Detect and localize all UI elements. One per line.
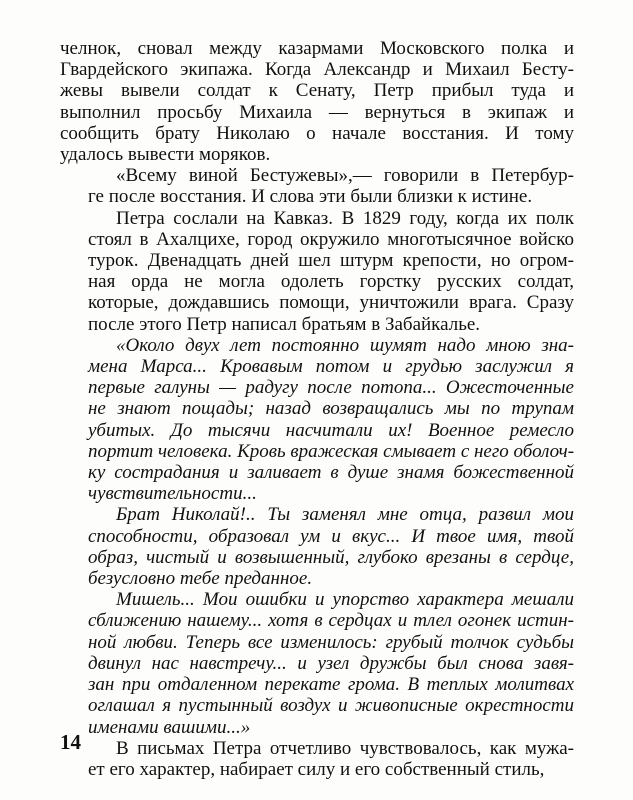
text-line: стоял в Ахалцихе, город окружило многотысячное войско bbox=[88, 228, 574, 250]
quote-paragraph bbox=[60, 335, 574, 505]
quote-paragraph bbox=[60, 504, 574, 589]
text-line: сближению нашему... хотя в сердцах и тлел огонек истин- bbox=[88, 610, 574, 632]
text-line: чувствительности... bbox=[88, 483, 257, 505]
paragraph bbox=[60, 38, 574, 165]
text-line: «Около двух лет постоянно шумят надо мною зна- bbox=[116, 334, 574, 356]
text-line: сообщить брату Николаю о начале восстания. И тому bbox=[60, 122, 574, 144]
text-line: безусловно тебе преданное. bbox=[88, 568, 313, 590]
text-line: мена Марса... Кровавым потом и грудью заслужил я bbox=[88, 356, 574, 378]
text-line: Брат Николай!.. Ты заменял мне отца, развил мои bbox=[116, 504, 574, 526]
text-line: ная орда не могла одолеть горстку русских солдат, bbox=[88, 271, 574, 293]
text-line: турок. Двенадцать дней шел штурм крепости, но огром- bbox=[88, 250, 574, 272]
text-line: ной любви. Теперь все изменилось: грубый толчок судьбы bbox=[88, 631, 574, 653]
page-number: 14 bbox=[60, 730, 81, 754]
paragraph bbox=[60, 165, 574, 207]
text-line: «Всему виной Бестужевы»,— говорили в Петербур- bbox=[116, 165, 574, 187]
text-line: портит человека. Кровь вражеская смывает с него оболоч- bbox=[88, 440, 575, 462]
text-line: выполнил просьбу Михаила — вернуться в экипаж и bbox=[60, 101, 574, 123]
text-line: двинул нас навстречу... и узел дружбы был снова завя- bbox=[88, 652, 574, 674]
text-line: которые, дождавшись помощи, уничтожили врага. Сразу bbox=[88, 292, 574, 314]
text-line: зан при отдаленном перекате грома. В теплых молитвах bbox=[88, 674, 574, 696]
text-line: первые галуны — радугу после потопа... Ожесточенные bbox=[88, 377, 574, 399]
text-line: Гвардейского экипажа. Когда Александр и Михаил Бесту- bbox=[60, 59, 574, 81]
paragraph bbox=[60, 738, 574, 780]
text-line: оглашал я пустынный воздух и живописные окрестности bbox=[88, 695, 574, 717]
text-line: именами вашими...» bbox=[88, 716, 251, 738]
text-line: после этого Петр написал братьям в Забайкалье. bbox=[88, 313, 481, 335]
text-line: убитых. До тысячи насчитали их! Военное ремесло bbox=[88, 419, 574, 441]
text-line: В письмах Петра отчетливо чувствовалось, как мужа- bbox=[116, 737, 574, 759]
text-line: удалось вывести моряков. bbox=[60, 144, 271, 166]
text-line: ге после восстания. И слова эти были близки к истине. bbox=[88, 186, 533, 208]
text-line: челнок, сновал между казармами Московского полка и bbox=[60, 38, 574, 59]
text-line: Петра сослали на Кавказ. В 1829 году, когда их полк bbox=[116, 207, 574, 229]
body-text bbox=[60, 38, 574, 780]
text-line: Мишель... Мои ошибки и упорство характера мешали bbox=[116, 589, 574, 611]
paragraph bbox=[60, 208, 574, 335]
text-line: жевы вывели солдат к Сенату, Петр прибыл туда и bbox=[60, 80, 574, 102]
quote-paragraph bbox=[60, 589, 574, 737]
text-line: ку сострадания и заливает в душе знамя божественной bbox=[88, 462, 574, 484]
text-line: ет его характер, набирает силу и его собственный стиль, bbox=[88, 758, 545, 780]
text-line: способности, образовал ум и вкус... И твое имя, твой bbox=[88, 525, 574, 547]
text-line: образ, чистый и возвышенный, глубоко врезаны в сердце, bbox=[88, 546, 574, 568]
text-line: не знают пощады; назад возвращались мы по трупам bbox=[88, 398, 574, 420]
